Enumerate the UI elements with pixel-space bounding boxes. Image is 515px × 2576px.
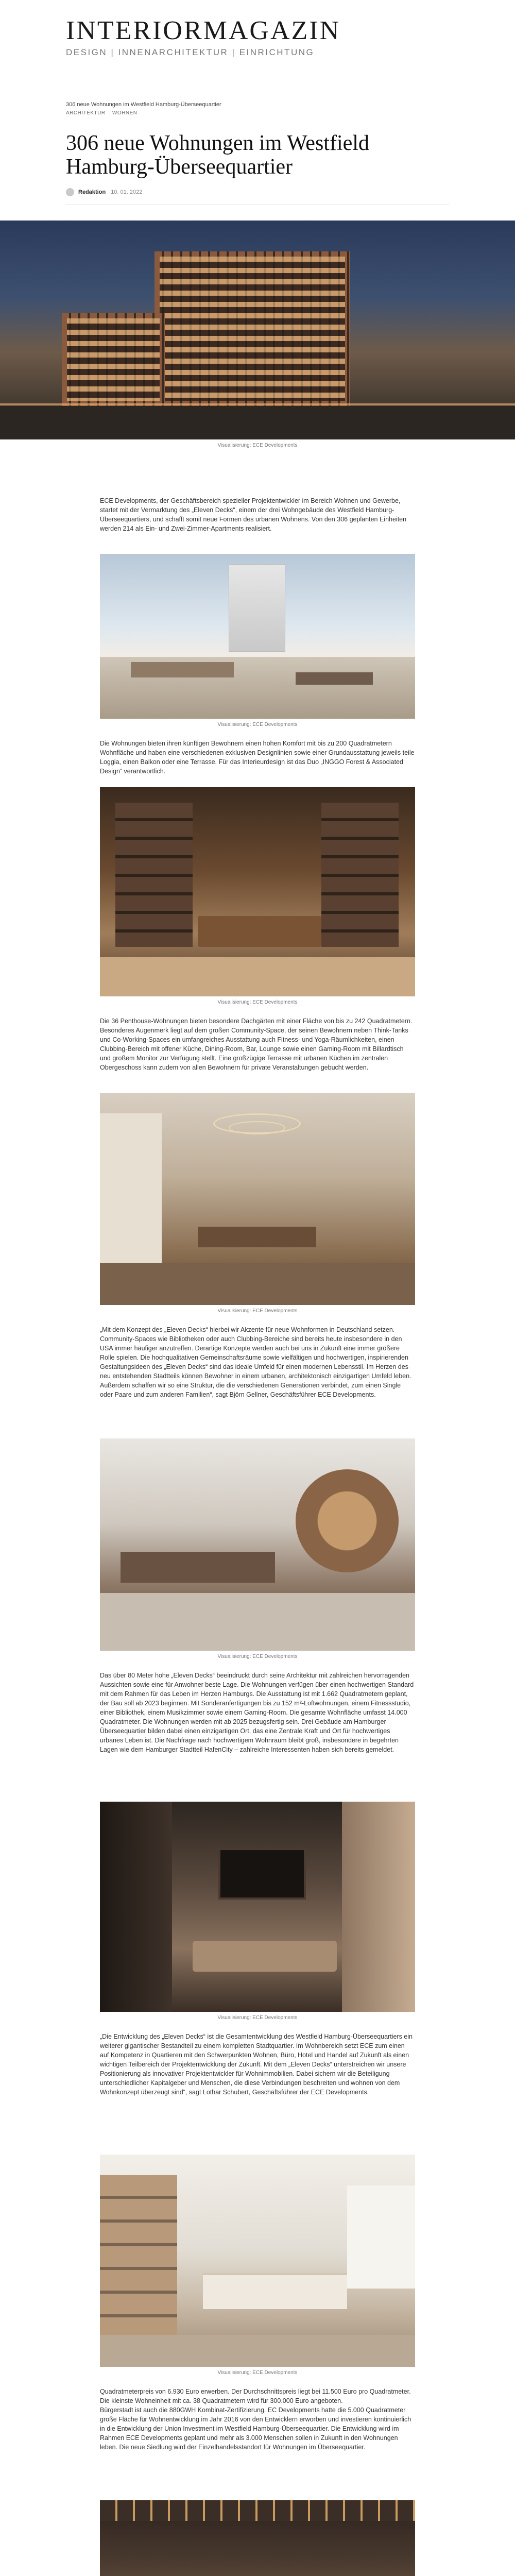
- hero-figure: [0, 221, 515, 450]
- image-kitchen: [100, 2155, 415, 2367]
- hero-image-building: [0, 221, 515, 439]
- body-paragraph: Quadratmeterpreis von 6.930 Euro erwerben. Der Durchschnittspreis liegt bei 11.500 Euro pro Quadratmeter. Die kleinste Wohneinheit mit ca. 38 Quadratmetern wird für 300.000 Euro angeboten. Bürgerstadt ist auch die 880GWH Kombinat-Zertifizierung. EC Developments hatte die 5.000 Quadratmeter große Fläche für Wohnentwicklung im Jahr 2016 von den Entwicklern erworben und investieren kontinuierlich in die Entwicklung der Union Investment im Westfield Hamburg-Überseequartier. Die Entwicklung wird im Rahmen ECE Developments geplant und mehr als 3.000 Menschen sollen in Zukunft in den Wohnungen leben. Die neue Siedlung wird der Einzelhandelsstandort für Wohnungen im Überseequartier.: [100, 2388, 411, 2451]
- body-paragraph: Die 36 Penthouse-Wohnungen bieten besondere Dachgärten mit einer Fläche von bis zu 242 Quadratmetern. Besonderes Augenmerk liegt auf dem großen Community-Space, der seinen Bewohnern neben Think-Tanks und Co-Working-Spaces ein umfangreiches Ausstattung auch Fitness- und Yoga-Räumlichkeiten, einen Clubbing-Bereich mit offener Küche, Dining-Room, Bar, Lounge sowie einen Gaming-Room mit Billardtisch und großem Monitor zur Verfügung stellt. Eine großzügige Terrasse mit urbanen Küchen im zentralen Obergeschoss kann zudem von allen Bewohnern für private Veranstaltungen gebucht werden.: [100, 1018, 413, 1071]
- image-caption: Visualisierung: ECE Developments: [217, 1654, 298, 1659]
- image-media-lounge: [100, 1802, 415, 2012]
- breadcrumb[interactable]: 306 neue Wohnungen im Westfield Hamburg-Überseequartier: [66, 101, 221, 108]
- body-paragraph: „Die Entwicklung des „Eleven Decks“ ist die Gesamtentwicklung des Westfield Hamburg-Überseequartiers ein weiterer gigantischer Bestandteil zu einem kompletten Stadtquartier. Im Wohnbereich setzt ECE zum einen auf Kompetenz in Quartieren mit den Schwerpunkten Wohnen, Büro, Hotel und Handel auf Zukunft als einen wichtigen Teilbereich der Projektentwicklung der Zukunft. Mit dem „Eleven Decks“ unterstreichen wir unsere Positionierung als innovativer Projektentwickler für Wohnimmobilien. Dabei sichern wir die Beteiligung unterschiedlicher Kapitalgeber und Menschen, die diese Verbindungen beschreiten und wohnen von dem Wohnkonzept überzeugt sind“, sagt Lothar Schubert, Geschäftsführer der ECE Developments.: [100, 2033, 413, 2096]
- image-dining-room: [100, 1093, 415, 1305]
- body-paragraph: ECE Developments, der Geschäftsbereich spezieller Projektentwickler im Bereich Wohnen und Gewerbe, startet mit der Vermarktung des „Eleven Decks“, einem der drei Wohngebäude des Westfield Hamburg-Überseequartiers, und schafft somit neue Formen des urbanen Wohnens. Von den 306 geplanten Einheiten werden 214 als Ein- und Zwei-Zimmer-Apartments realisiert.: [100, 497, 407, 532]
- image-caption: Visualisierung: ECE Developments: [217, 2370, 298, 2376]
- image-caption: Visualisierung: ECE Developments: [217, 1308, 298, 1314]
- author-name[interactable]: Redaktion: [78, 189, 106, 195]
- body-paragraph: Die Wohnungen bieten ihren künftigen Bewohnern einen hohen Komfort mit bis zu 200 Quadratmetern Wohnfläche und haben eine verschiedenen exklusiven Designlinien sowie einer Grundausstattung jeweils teile Loggia, einen Balkon oder eine Terrasse. Für das Interieurdesign ist das Duo „INGGO Forest & Associated Design“ verantwortlich.: [100, 740, 415, 775]
- image-library-lounge: [100, 787, 415, 996]
- image-fitness-room: [100, 2500, 415, 2576]
- tag-list: [66, 110, 449, 116]
- article-header: [0, 65, 515, 221]
- figure-5: [100, 1438, 415, 1659]
- article-title: 306 neue Wohnungen im Westfield Hamburg-Überseequartier: [66, 131, 369, 179]
- figure-3: [100, 787, 415, 1005]
- figure-4: [100, 1093, 415, 1314]
- tag-architektur[interactable]: ARCHITEKTUR: [66, 110, 106, 116]
- masthead: [0, 0, 515, 65]
- image-caption: Visualisierung: ECE Developments: [217, 999, 298, 1005]
- byline: [66, 188, 449, 196]
- body-paragraph: Das über 80 Meter hohe „Eleven Decks“ beeindruckt durch seine Architektur mit zahlreichen hervorragenden Aussichten sowie eine für Anwohner beste Lage. Die Wohnungen verfügen über einen hochwertigen Standard mit dem Rahmen für das Leben im Herzen Hamburgs. Die Ausstattung ist mit 1.662 Quadratmetern geplant, der Bau soll ab 2023 beginnen. Mit Sonderanfertigungen bis zu 152 m²-Loftwohnungen, einem Fitnessstudio, einer Bibliothek, einem Musikzimmer sowie einem Gaming-Room. Die gesamte Wohnfläche umfasst 14.000 Quadratmeter. Die Wohnungen werden mit ab 2025 bezugsfertig sein. Drei Gebäude am Hamburger Überseequartier bilden dabei einen einzigartigen Ort, das eine Zentrale Kraft und Ort für hochwertiges urbanes Leben ist. Die Nachfrage nach hochwertigem Wohnraum bleibt groß, insbesondere in begehrten Lagen wie dem Hamburger Stadtteil HafenCity – zahlreiche Interessenten haben sich bereits gemeldet.: [100, 1672, 414, 1753]
- image-caption: Visualisierung: ECE Developments: [217, 443, 298, 448]
- site-logo[interactable]: INTERIORMAGAZIN: [66, 16, 341, 45]
- figure-8: [100, 2500, 415, 2576]
- publish-date: 10. 01. 2022: [111, 189, 143, 195]
- image-lounge-bar: [100, 1438, 415, 1651]
- tag-wohnen[interactable]: WOHNEN: [112, 110, 138, 116]
- image-caption: Visualisierung: ECE Developments: [217, 2015, 298, 2021]
- body-paragraph: „Mit dem Konzept des „Eleven Decks“ hierbei wir Akzente für neue Wohnformen in Deutschland setzen. Community-Spaces wie Bibliotheken oder auch Clubbing-Bereiche sind bereits heute insbesondere in den USA immer häufiger anzutreffen. Derartige Konzepte werden auch bei uns in Zukunft eine immer größere Rolle spielen. Die hochqualitativen Gemeinschaftsräume sowie vielfältigen und hochwertigen, inspirierenden Gestaltungsideen des „Eleven Decks“ sind das ideale Umfeld für einen modernen Lebensstil. Im Herzen des neu entstehenden Stadtteils können Bewohner in einem urbanen, architektonisch einzigartigen Umfeld leben. Außerdem schaffen wir so eine Struktur, die die verschiedenen Generationen verbindet, zum einen Single oder Paare und zum anderen Familien“, sagt Björn Gellner, Geschäftsführer ECE Developments.: [100, 1326, 411, 1398]
- image-terrace-render: [100, 554, 415, 719]
- author-avatar: [66, 188, 74, 196]
- figure-7: [100, 2155, 415, 2376]
- site-tagline: DESIGN | INNENARCHITEKTUR | EINRICHTUNG: [66, 47, 315, 57]
- image-caption: Visualisierung: ECE Developments: [217, 722, 298, 727]
- figure-6: [100, 1802, 415, 2021]
- figure-2: [100, 554, 415, 727]
